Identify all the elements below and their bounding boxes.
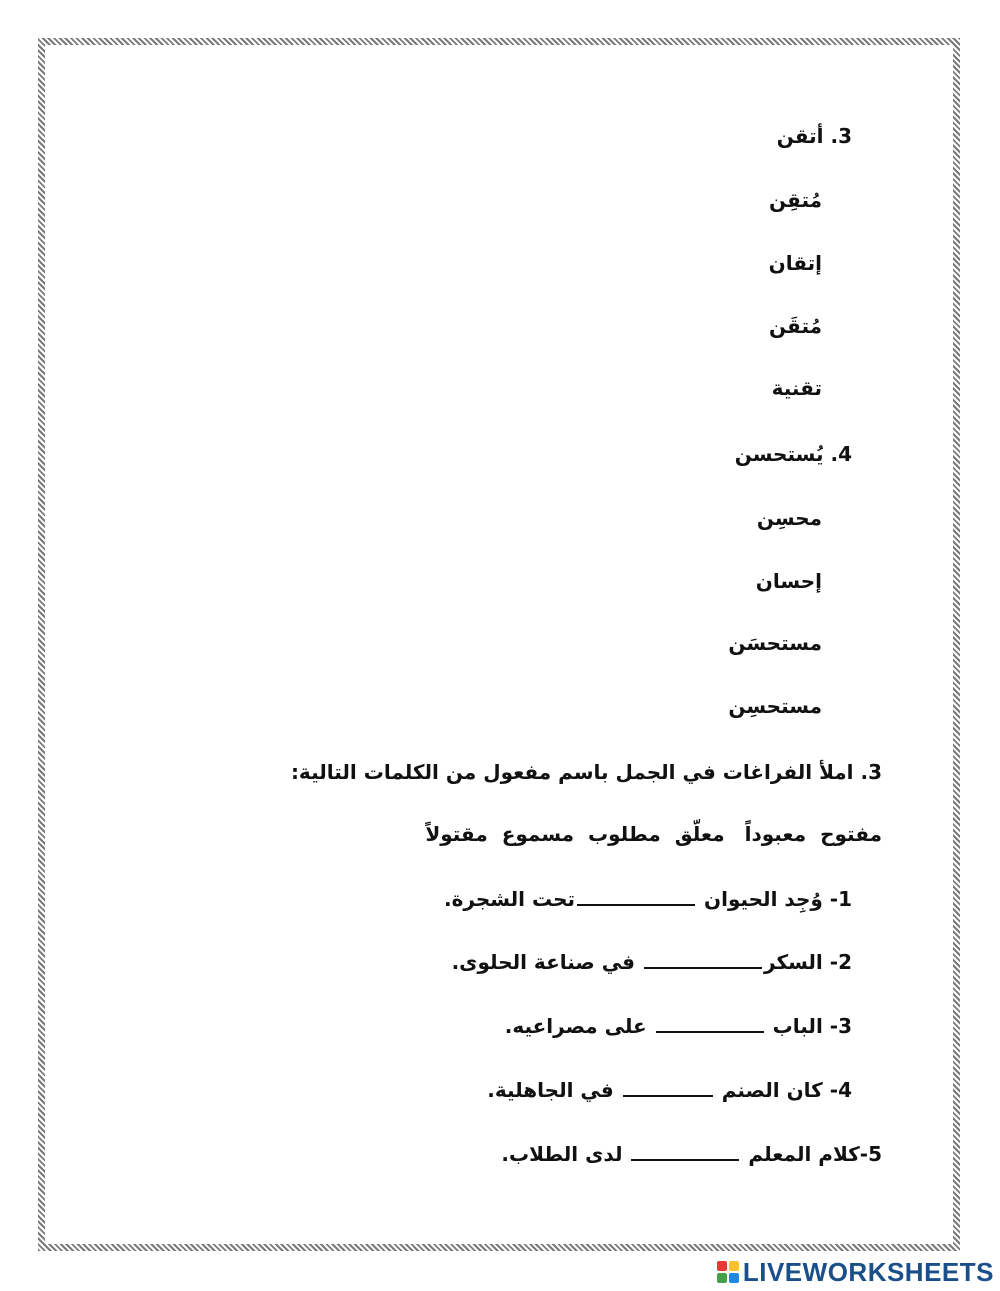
- sentence-after: في الجاهلية.: [487, 1078, 614, 1102]
- question-3-option-3[interactable]: مُتقَن: [769, 314, 822, 338]
- sentence-3: [505, 1012, 852, 1040]
- sentence-before: كان الصنم: [721, 1078, 823, 1102]
- sentence-after: في صناعة الحلوى.: [451, 950, 636, 974]
- sentence-5: [501, 1140, 882, 1168]
- question-3-option-2[interactable]: إتقان: [768, 251, 822, 275]
- logo-block: [729, 1261, 739, 1271]
- sentence-before: وُجِد الحيوان: [704, 887, 823, 911]
- question-4-number: 4.: [830, 442, 852, 466]
- question-3-number: 3.: [830, 124, 852, 148]
- blank-input-5[interactable]: [631, 1141, 739, 1161]
- blank-input-4[interactable]: [623, 1077, 713, 1097]
- word-bank-item: مسموع: [501, 822, 575, 846]
- fill-task-instruction: [291, 758, 882, 786]
- sentence-before: السكر: [764, 950, 823, 974]
- word-bank-item: معلّق: [674, 822, 725, 846]
- word-bank-item: معبوداً: [744, 822, 807, 846]
- sentence-number: 4-: [829, 1078, 852, 1102]
- logo-block: [717, 1261, 727, 1271]
- question-3-word: أتقن: [776, 124, 824, 148]
- brand-name: LIVEWORKSHEETS: [742, 1256, 994, 1287]
- sentence-number: 1-: [829, 887, 852, 911]
- liveworksheets-logo: [717, 1253, 994, 1291]
- fill-task-number: 3.: [860, 760, 882, 784]
- question-4-word: يُستحسن: [734, 442, 824, 466]
- sentence-after: على مصراعيه.: [504, 1014, 647, 1038]
- blank-input-1[interactable]: [577, 886, 695, 906]
- question-4-option-3[interactable]: مستحسَن: [728, 631, 822, 655]
- sentence-before: الباب: [772, 1014, 823, 1038]
- question-3-option-1[interactable]: مُتقِن: [769, 188, 822, 212]
- fill-task-text: املأ الفراغات في الجمل باسم مفعول من الكلمات التالية:: [290, 760, 854, 784]
- question-4-heading: [735, 440, 852, 468]
- word-bank-item: مقتولاً: [425, 822, 488, 846]
- logo-blocks-icon: [717, 1261, 739, 1283]
- sentence-1: [444, 885, 852, 913]
- sentence-before: كلام المعلم: [748, 1142, 860, 1166]
- word-bank: [425, 820, 882, 848]
- question-4-option-1[interactable]: محسِن: [756, 506, 822, 530]
- logo-block: [717, 1273, 727, 1283]
- sentence-number: 2-: [829, 950, 852, 974]
- word-bank-item: مفتوح: [820, 822, 882, 846]
- logo-block: [729, 1273, 739, 1283]
- sentence-number: 3-: [829, 1014, 852, 1038]
- question-3-option-4[interactable]: تقنية: [771, 376, 822, 400]
- question-3-heading: [777, 122, 852, 150]
- question-4-option-4[interactable]: مستحسِن: [728, 694, 822, 718]
- blank-input-2[interactable]: [644, 949, 762, 969]
- sentence-4: [487, 1076, 852, 1104]
- sentence-2: [452, 948, 852, 976]
- question-4-option-2[interactable]: إحسان: [755, 569, 822, 593]
- word-bank-item: مطلوب: [588, 822, 661, 846]
- blank-input-3[interactable]: [656, 1013, 764, 1033]
- sentence-number: 5-: [859, 1142, 882, 1166]
- sentence-after: لدى الطلاب.: [501, 1142, 623, 1166]
- sentence-after: تحت الشجرة.: [444, 887, 576, 911]
